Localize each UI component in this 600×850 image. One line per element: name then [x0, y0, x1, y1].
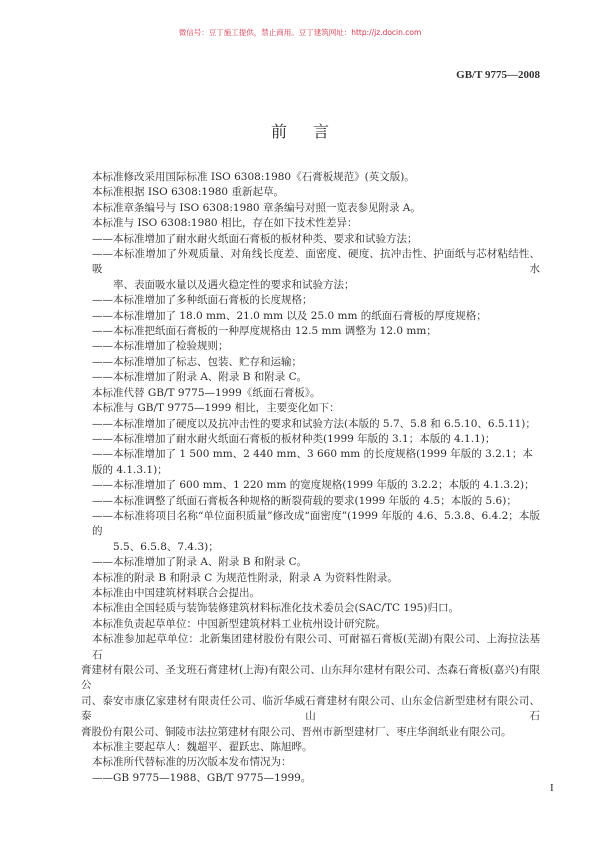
list-item: ——本标准增加了外观质量、对角线长度差、面密度、硬度、抗冲击性、护面纸与芯材粘结性、吸水 [92, 248, 540, 276]
paragraph-line: 本标准负责起草单位：中国新型建筑材料工业杭州设计研究院。 [92, 617, 386, 630]
paragraph-line: 本标准参加起草单位：北新集团建材股份有限公司、可耐福石膏板(芜湖)有限公司、上海拉法基石 [92, 633, 540, 661]
paragraph-line: 本标准由全国轻质与装饰装修建筑材料标准化技术委员会(SAC/TC 195)归口。 [92, 602, 459, 615]
paragraph-line: 本标准修改采用国际标准 ISO 6308:1980《石膏板规范》(英文版)。 [92, 171, 415, 183]
paragraph-line: 本标准与 ISO 6308:1980 相比，存在如下技术性差异： [92, 217, 358, 230]
list-item: ——本标准调整了纸面石膏板各种规格的断裂荷载的要求(1999 年版的 4.5；本版的 5.6)； [92, 494, 517, 507]
paragraph-line: 司、泰安市康亿家建材有限责任公司、临沂华威石膏建材有限公司、山东金信新型建材有限公司、泰山石 [81, 694, 540, 723]
list-item: ——本标准增加了检验规则； [92, 340, 229, 353]
paragraph-line: 本标准与 GB/T 9775—1999 相比，主要变化如下： [92, 402, 340, 415]
standard-code: GB/T 9775—2008 [456, 69, 540, 81]
foreword-body [81, 170, 540, 786]
list-item: ——本标准增加了硬度以及抗冲击性的要求和试验方法(本版的 5.7、5.8 和 6.5.10、6.5.11)； [92, 417, 536, 430]
paragraph-line: 膏股份有限公司、铜陵市法拉第建材有限公司、晋州市新型建材厂、枣庄华润纸业有限公司。 [81, 725, 512, 738]
list-item: ——本标准增加了 1 500 mm、2 440 mm、3 660 mm 的长度规格(1999 年版的 3.2.1；本版的 4.1.3.1)； [92, 448, 533, 476]
title-char: 前 [270, 122, 287, 141]
paragraph-line: 本标准根据 ISO 6308:1980 重新起草。 [92, 186, 284, 199]
paragraph-line: 本标准由中国建筑材料联合会提出。 [92, 586, 260, 599]
title-char: 言 [313, 122, 330, 141]
paragraph-line: 5.5、6.5.8、7.4.3)； [113, 540, 219, 553]
list-item: ——本标准增加了耐水耐火纸面石膏板的板材种类、要求和试验方法； [92, 232, 418, 245]
list-item: ——本标准增加了附录 A、附录 B 和附录 C。 [92, 556, 308, 569]
paragraph-line: 率、表面吸水量以及遇火稳定性的要求和试验方法； [113, 278, 355, 291]
list-item: ——本标准增加了 600 mm、1 220 mm 的宽度规格(1999 年版的 3.2.2；本版的 4.1.3.2)； [92, 479, 535, 492]
list-item: ——本标准把纸面石膏板的一种厚度规格由 12.5 mm 调整为 12.0 mm； [92, 325, 437, 338]
list-item: ——本标准增加了多种纸面石膏板的长度规格； [92, 294, 313, 307]
page-number: I [550, 782, 554, 794]
page-title [0, 119, 600, 142]
paragraph-line: 膏建材有限公司、圣戈班石膏建材(上海)有限公司、山东拜尔建材有限公司、杰森石膏板(嘉兴)有限公 [81, 664, 540, 692]
watermark-banner: 微信号：豆丁施工提供，禁止商用。豆丁建筑网址：http://jz.docin.com [178, 28, 422, 37]
paragraph-line: 本标准主要起草人：魏超平、翟跃忠、陈旭晔。 [92, 741, 313, 754]
list-item: ——本标准将项目名称“单位面积质量”修改成“面密度”(1999 年版的 4.6、5.3.8、6.4.2；本版的 [92, 509, 540, 538]
paragraph-line: 本标准代替 GB/T 9775—1999《纸面石膏板》。 [92, 386, 321, 399]
list-item: ——本标准增加了标志、包装、贮存和运输； [92, 355, 302, 368]
paragraph-line: 本标准所代替标准的历次版本发布情况为： [92, 756, 292, 769]
paragraph-line: 本标准章条编号与 ISO 6308:1980 章条编号对照一览表参见附录 A。 [92, 201, 421, 214]
list-item: ——GB 9775—1988、GB/T 9775—1999。 [92, 771, 312, 784]
list-item: ——本标准增加了附录 A、附录 B 和附录 C。 [92, 371, 308, 384]
list-item: ——本标准增加了耐水耐火纸面石膏板的板材种类(1999 年版的 3.1；本版的 4.1.1)； [92, 432, 496, 445]
list-item: ——本标准增加了 18.0 mm、21.0 mm 以及 25.0 mm 的纸面石膏板的厚度规格； [92, 309, 487, 322]
paragraph-line: 本标准的附录 B 和附录 C 为规范性附录，附录 A 为资料性附录。 [92, 571, 398, 584]
